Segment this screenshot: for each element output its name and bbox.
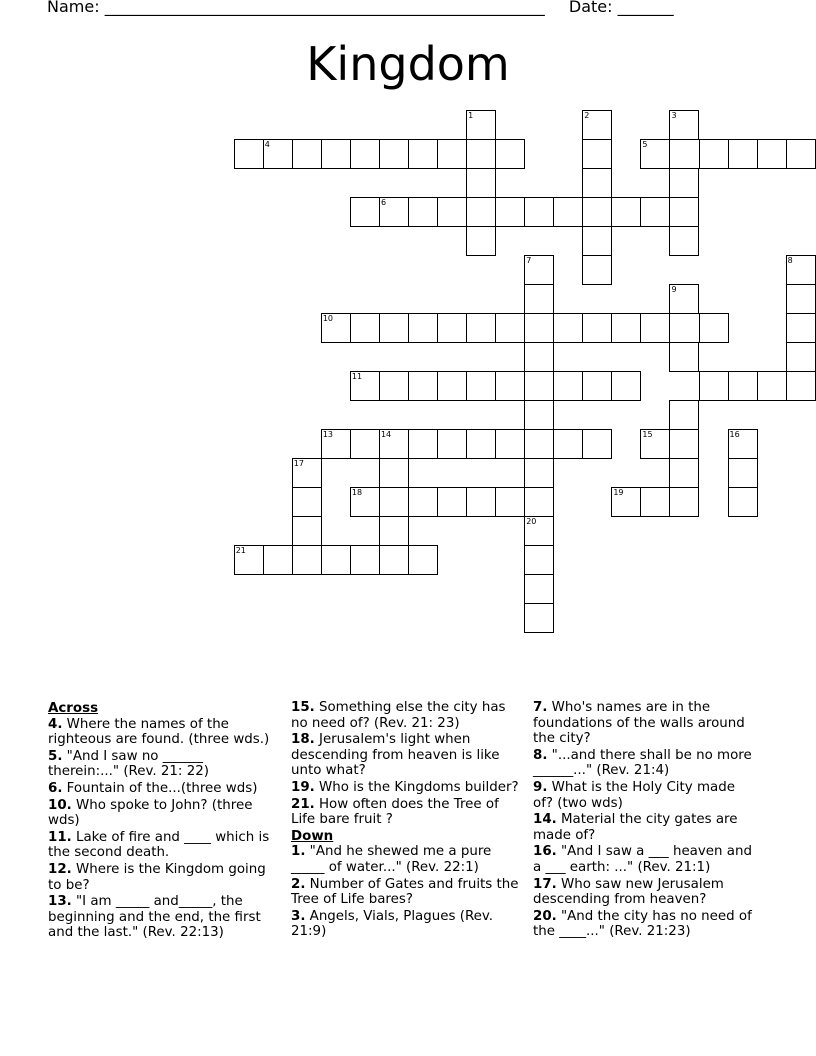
grid-cell[interactable] bbox=[524, 400, 554, 430]
grid-cell[interactable] bbox=[437, 197, 467, 227]
clue-number: 20 bbox=[526, 517, 537, 527]
clue-number: 14 bbox=[380, 430, 392, 440]
clue-num: 9. bbox=[533, 779, 548, 795]
grid-cell[interactable] bbox=[466, 429, 496, 459]
grid-cell[interactable] bbox=[234, 139, 264, 169]
clue-text: Lake of fire and ____ which is the second death. bbox=[48, 829, 270, 861]
clue-number: 21 bbox=[235, 546, 246, 556]
grid-cell[interactable] bbox=[466, 197, 496, 227]
grid-cell[interactable] bbox=[350, 313, 380, 343]
grid-cell[interactable] bbox=[408, 487, 438, 517]
grid-cell[interactable] bbox=[379, 458, 409, 488]
clue-text: Who saw new Jerusalem descending from heaven? bbox=[533, 876, 724, 908]
clue-number: 3 bbox=[671, 110, 677, 120]
clues-column-2 bbox=[291, 700, 519, 941]
grid-cell[interactable] bbox=[234, 545, 264, 575]
clue-item bbox=[291, 797, 519, 828]
clue-item bbox=[48, 894, 273, 941]
grid-cell[interactable] bbox=[408, 545, 438, 575]
grid-cell[interactable] bbox=[524, 429, 554, 459]
clue-num: 5. bbox=[48, 748, 63, 764]
grid-cell[interactable] bbox=[786, 342, 816, 372]
clue-number: 18 bbox=[351, 488, 363, 498]
grid-cell[interactable] bbox=[728, 371, 758, 401]
clue-text: "And he shewed me a pure _____ of water..." (Rev. 22:1) bbox=[291, 844, 492, 875]
clue-text: Something else the city has no need of? (Rev. 21: 23) bbox=[291, 700, 506, 731]
grid-cell[interactable] bbox=[408, 197, 438, 227]
grid-cell[interactable] bbox=[524, 255, 554, 285]
clue-num: 11. bbox=[48, 829, 72, 845]
grid-cell[interactable] bbox=[350, 429, 380, 459]
grid-cell[interactable] bbox=[786, 255, 816, 285]
clue-number: 11 bbox=[351, 371, 363, 381]
name-blank[interactable]: _______________________________________________________ bbox=[104, 0, 545, 16]
grid-cell[interactable] bbox=[292, 139, 322, 169]
grid-cell[interactable] bbox=[437, 429, 467, 459]
grid-cell[interactable] bbox=[728, 139, 758, 169]
clue-number: 17 bbox=[293, 459, 304, 469]
clue-heading: Down bbox=[291, 828, 334, 844]
clue-text: Material the city gates are made of? bbox=[533, 812, 738, 843]
grid-cell[interactable] bbox=[728, 429, 758, 459]
grid-cell[interactable] bbox=[669, 487, 699, 517]
grid-cell[interactable] bbox=[786, 284, 816, 314]
grid-cell[interactable] bbox=[669, 429, 699, 459]
grid-cell[interactable] bbox=[466, 110, 496, 140]
clue-text: "And I saw a ___ heaven and a ___ earth: ..." (Rev. 21:1) bbox=[533, 844, 752, 875]
clue-text: "...and there shall be no more ______..." (Rev. 21:4) bbox=[533, 747, 752, 779]
grid-cell[interactable] bbox=[524, 487, 554, 517]
grid-cell[interactable] bbox=[379, 429, 409, 459]
grid-cell[interactable] bbox=[292, 516, 322, 546]
clue-number: 2 bbox=[584, 110, 590, 120]
grid-cell[interactable] bbox=[669, 284, 699, 314]
grid-cell[interactable] bbox=[640, 429, 670, 459]
grid-cell[interactable] bbox=[699, 313, 729, 343]
grid-cell[interactable] bbox=[350, 197, 380, 227]
clue-num: 1. bbox=[291, 844, 306, 860]
clue-number: 4 bbox=[264, 139, 270, 149]
grid-cell[interactable] bbox=[582, 139, 612, 169]
date-label: Date: bbox=[568, 0, 613, 16]
clue-number: 19 bbox=[613, 488, 624, 498]
clue-num: 13. bbox=[48, 894, 72, 910]
grid-cell[interactable] bbox=[379, 197, 409, 227]
clue-text: Number of Gates and fruits the Tree of Life bares? bbox=[291, 876, 519, 908]
grid-cell[interactable] bbox=[495, 197, 525, 227]
clue-number: 7 bbox=[526, 255, 532, 265]
clue-number: 1 bbox=[468, 110, 474, 120]
grid-cell[interactable] bbox=[757, 139, 787, 169]
grid-cell[interactable] bbox=[669, 458, 699, 488]
grid-cell[interactable] bbox=[321, 545, 351, 575]
clue-num: 4. bbox=[48, 716, 63, 732]
grid-cell[interactable] bbox=[437, 139, 467, 169]
grid-cell[interactable] bbox=[437, 313, 467, 343]
grid-cell[interactable] bbox=[553, 197, 583, 227]
grid-cell[interactable] bbox=[379, 487, 409, 517]
clue-item bbox=[48, 749, 273, 780]
clue-item bbox=[533, 748, 758, 779]
grid-cell[interactable] bbox=[466, 139, 496, 169]
grid-cell[interactable] bbox=[408, 429, 438, 459]
clue-item bbox=[48, 830, 273, 861]
grid-cell[interactable] bbox=[699, 371, 729, 401]
grid-cell[interactable] bbox=[466, 168, 496, 198]
grid-cell[interactable] bbox=[495, 487, 525, 517]
clue-item bbox=[533, 844, 758, 875]
clue-text: Angels, Vials, Plagues (Rev. 21:9) bbox=[291, 908, 494, 940]
clue-num: 6. bbox=[48, 780, 63, 796]
clue-text: Fountain of the...(three wds) bbox=[62, 780, 258, 796]
clue-heading: Across bbox=[48, 701, 99, 716]
clue-text: Who is the Kingdoms builder? bbox=[314, 779, 519, 795]
grid-cell[interactable] bbox=[437, 371, 467, 401]
clues-column-3 bbox=[533, 700, 758, 941]
clue-num: 18. bbox=[291, 732, 315, 748]
clue-text: Where is the Kingdom going to be? bbox=[48, 861, 266, 893]
clue-item bbox=[533, 877, 758, 908]
clue-text: Jerusalem's light when descending from heaven is like unto what? bbox=[291, 732, 500, 779]
grid-cell[interactable] bbox=[640, 313, 670, 343]
grid-cell[interactable] bbox=[524, 603, 554, 633]
clue-text: How often does the Tree of Life bare fruit ? bbox=[291, 796, 499, 828]
grid-cell[interactable] bbox=[524, 545, 554, 575]
grid-cell[interactable] bbox=[699, 139, 729, 169]
clue-num: 10. bbox=[48, 797, 72, 813]
clue-item bbox=[291, 732, 519, 779]
grid-cell[interactable] bbox=[379, 139, 409, 169]
grid-cell[interactable] bbox=[553, 429, 583, 459]
grid-cell[interactable] bbox=[669, 110, 699, 140]
grid-cell[interactable] bbox=[669, 168, 699, 198]
grid-cell[interactable] bbox=[582, 371, 612, 401]
grid-cell[interactable] bbox=[321, 429, 351, 459]
clue-item bbox=[533, 812, 758, 843]
grid-cell[interactable] bbox=[669, 342, 699, 372]
clue-num: 15. bbox=[291, 700, 315, 715]
clue-text: What is the Holy City made of? (two wds) bbox=[533, 779, 735, 811]
clue-number: 5 bbox=[642, 139, 648, 149]
grid-cell[interactable] bbox=[437, 487, 467, 517]
grid-cell[interactable] bbox=[263, 139, 293, 169]
grid-cell[interactable] bbox=[669, 226, 699, 256]
grid-cell[interactable] bbox=[408, 371, 438, 401]
clue-num: 20. bbox=[533, 908, 557, 924]
grid-cell[interactable] bbox=[582, 197, 612, 227]
clue-num: 12. bbox=[48, 861, 72, 877]
grid-cell[interactable] bbox=[408, 139, 438, 169]
grid-cell[interactable] bbox=[669, 197, 699, 227]
grid-cell[interactable] bbox=[757, 371, 787, 401]
grid-cell[interactable] bbox=[350, 487, 380, 517]
grid-cell[interactable] bbox=[292, 545, 322, 575]
grid-cell[interactable] bbox=[350, 139, 380, 169]
grid-cell[interactable] bbox=[379, 545, 409, 575]
grid-cell[interactable] bbox=[669, 400, 699, 430]
page-title: Kingdom bbox=[306, 37, 510, 91]
clue-number: 10 bbox=[322, 313, 334, 323]
date-blank[interactable]: _______ bbox=[617, 0, 674, 16]
grid-cell[interactable] bbox=[379, 313, 409, 343]
grid-cell[interactable] bbox=[582, 255, 612, 285]
clue-item bbox=[533, 700, 758, 747]
grid-cell[interactable] bbox=[524, 313, 554, 343]
clue-item bbox=[48, 717, 273, 748]
grid-cell[interactable] bbox=[553, 371, 583, 401]
grid-cell[interactable] bbox=[582, 313, 612, 343]
clue-num: 19. bbox=[291, 779, 315, 795]
clue-item bbox=[291, 780, 519, 796]
clue-num: 21. bbox=[291, 796, 315, 812]
grid-cell[interactable] bbox=[553, 313, 583, 343]
grid-cell[interactable] bbox=[292, 487, 322, 517]
grid-cell[interactable] bbox=[495, 313, 525, 343]
clue-number: 13 bbox=[322, 430, 334, 440]
grid-cell[interactable] bbox=[495, 139, 525, 169]
clue-num: 16. bbox=[533, 844, 557, 860]
clue-item bbox=[533, 780, 758, 811]
clue-num: 2. bbox=[291, 876, 306, 892]
clue-number: 15 bbox=[642, 430, 653, 440]
grid-cell[interactable] bbox=[786, 139, 816, 169]
grid-cell[interactable] bbox=[640, 487, 670, 517]
clue-number: 9 bbox=[671, 284, 677, 294]
clue-text: "I am _____ and_____, the beginning and the end, the first and the last." (Rev. 22:13) bbox=[48, 894, 261, 941]
grid-cell[interactable] bbox=[524, 458, 554, 488]
grid-cell[interactable] bbox=[292, 458, 322, 488]
grid-cell[interactable] bbox=[524, 516, 554, 546]
clue-item bbox=[291, 700, 519, 731]
clue-item bbox=[48, 862, 273, 893]
grid-cell[interactable] bbox=[321, 139, 351, 169]
grid-cell[interactable] bbox=[611, 487, 641, 517]
grid-cell[interactable] bbox=[786, 371, 816, 401]
grid-cell[interactable] bbox=[582, 168, 612, 198]
clue-text: Where the names of the righteous are found. (three wds.) bbox=[48, 716, 270, 748]
grid-cell[interactable] bbox=[466, 313, 496, 343]
clue-number: 16 bbox=[729, 430, 740, 440]
clue-item bbox=[48, 798, 273, 829]
clue-item bbox=[291, 844, 519, 875]
grid-cell[interactable] bbox=[466, 371, 496, 401]
clue-text: Who spoke to John? (three wds) bbox=[48, 797, 253, 829]
clue-number: 6 bbox=[380, 197, 387, 207]
grid-cell[interactable] bbox=[728, 487, 758, 517]
clue-num: 3. bbox=[291, 908, 306, 924]
clue-item bbox=[291, 877, 519, 908]
grid-cell[interactable] bbox=[582, 429, 612, 459]
clue-num: 7. bbox=[533, 700, 548, 715]
grid-cell[interactable] bbox=[582, 226, 612, 256]
grid-cell[interactable] bbox=[321, 313, 351, 343]
clue-text: Who's names are in the foundations of the walls around the city? bbox=[533, 700, 745, 747]
grid-cell[interactable] bbox=[350, 545, 380, 575]
grid-cell[interactable] bbox=[640, 139, 670, 169]
grid-cell[interactable] bbox=[408, 313, 438, 343]
clue-num: 14. bbox=[533, 812, 557, 828]
grid-cell[interactable] bbox=[524, 284, 554, 314]
grid-cell[interactable] bbox=[350, 371, 380, 401]
clue-item bbox=[533, 909, 758, 940]
grid-cell[interactable] bbox=[611, 371, 641, 401]
clue-item bbox=[291, 909, 519, 940]
name-label: Name: bbox=[47, 0, 100, 16]
grid-cell[interactable] bbox=[495, 371, 525, 401]
grid-cell[interactable] bbox=[524, 342, 554, 372]
grid-cell[interactable] bbox=[611, 313, 641, 343]
grid-cell[interactable] bbox=[582, 110, 612, 140]
grid-cell[interactable] bbox=[379, 516, 409, 546]
grid-cell[interactable] bbox=[611, 197, 641, 227]
clues-column-1 bbox=[48, 700, 273, 942]
grid-cell[interactable] bbox=[524, 197, 554, 227]
clue-number: 8 bbox=[787, 255, 793, 265]
grid-cell[interactable] bbox=[786, 313, 816, 343]
clue-num: 8. bbox=[533, 747, 548, 763]
grid-cell[interactable] bbox=[524, 574, 554, 604]
grid-cell[interactable] bbox=[728, 458, 758, 488]
grid-cell[interactable] bbox=[495, 429, 525, 459]
grid-cell[interactable] bbox=[466, 226, 496, 256]
clue-text: "And the city has no need of the ____..." (Rev. 21:23) bbox=[533, 908, 752, 940]
clue-num: 17. bbox=[533, 876, 557, 892]
grid-cell[interactable] bbox=[640, 197, 670, 227]
grid-cell[interactable] bbox=[263, 545, 293, 575]
grid-cell[interactable] bbox=[379, 371, 409, 401]
clue-text: "And I saw no ______ therein:..." (Rev. 21: 22) bbox=[48, 748, 209, 780]
clue-item bbox=[48, 781, 273, 797]
grid-cell[interactable] bbox=[466, 487, 496, 517]
